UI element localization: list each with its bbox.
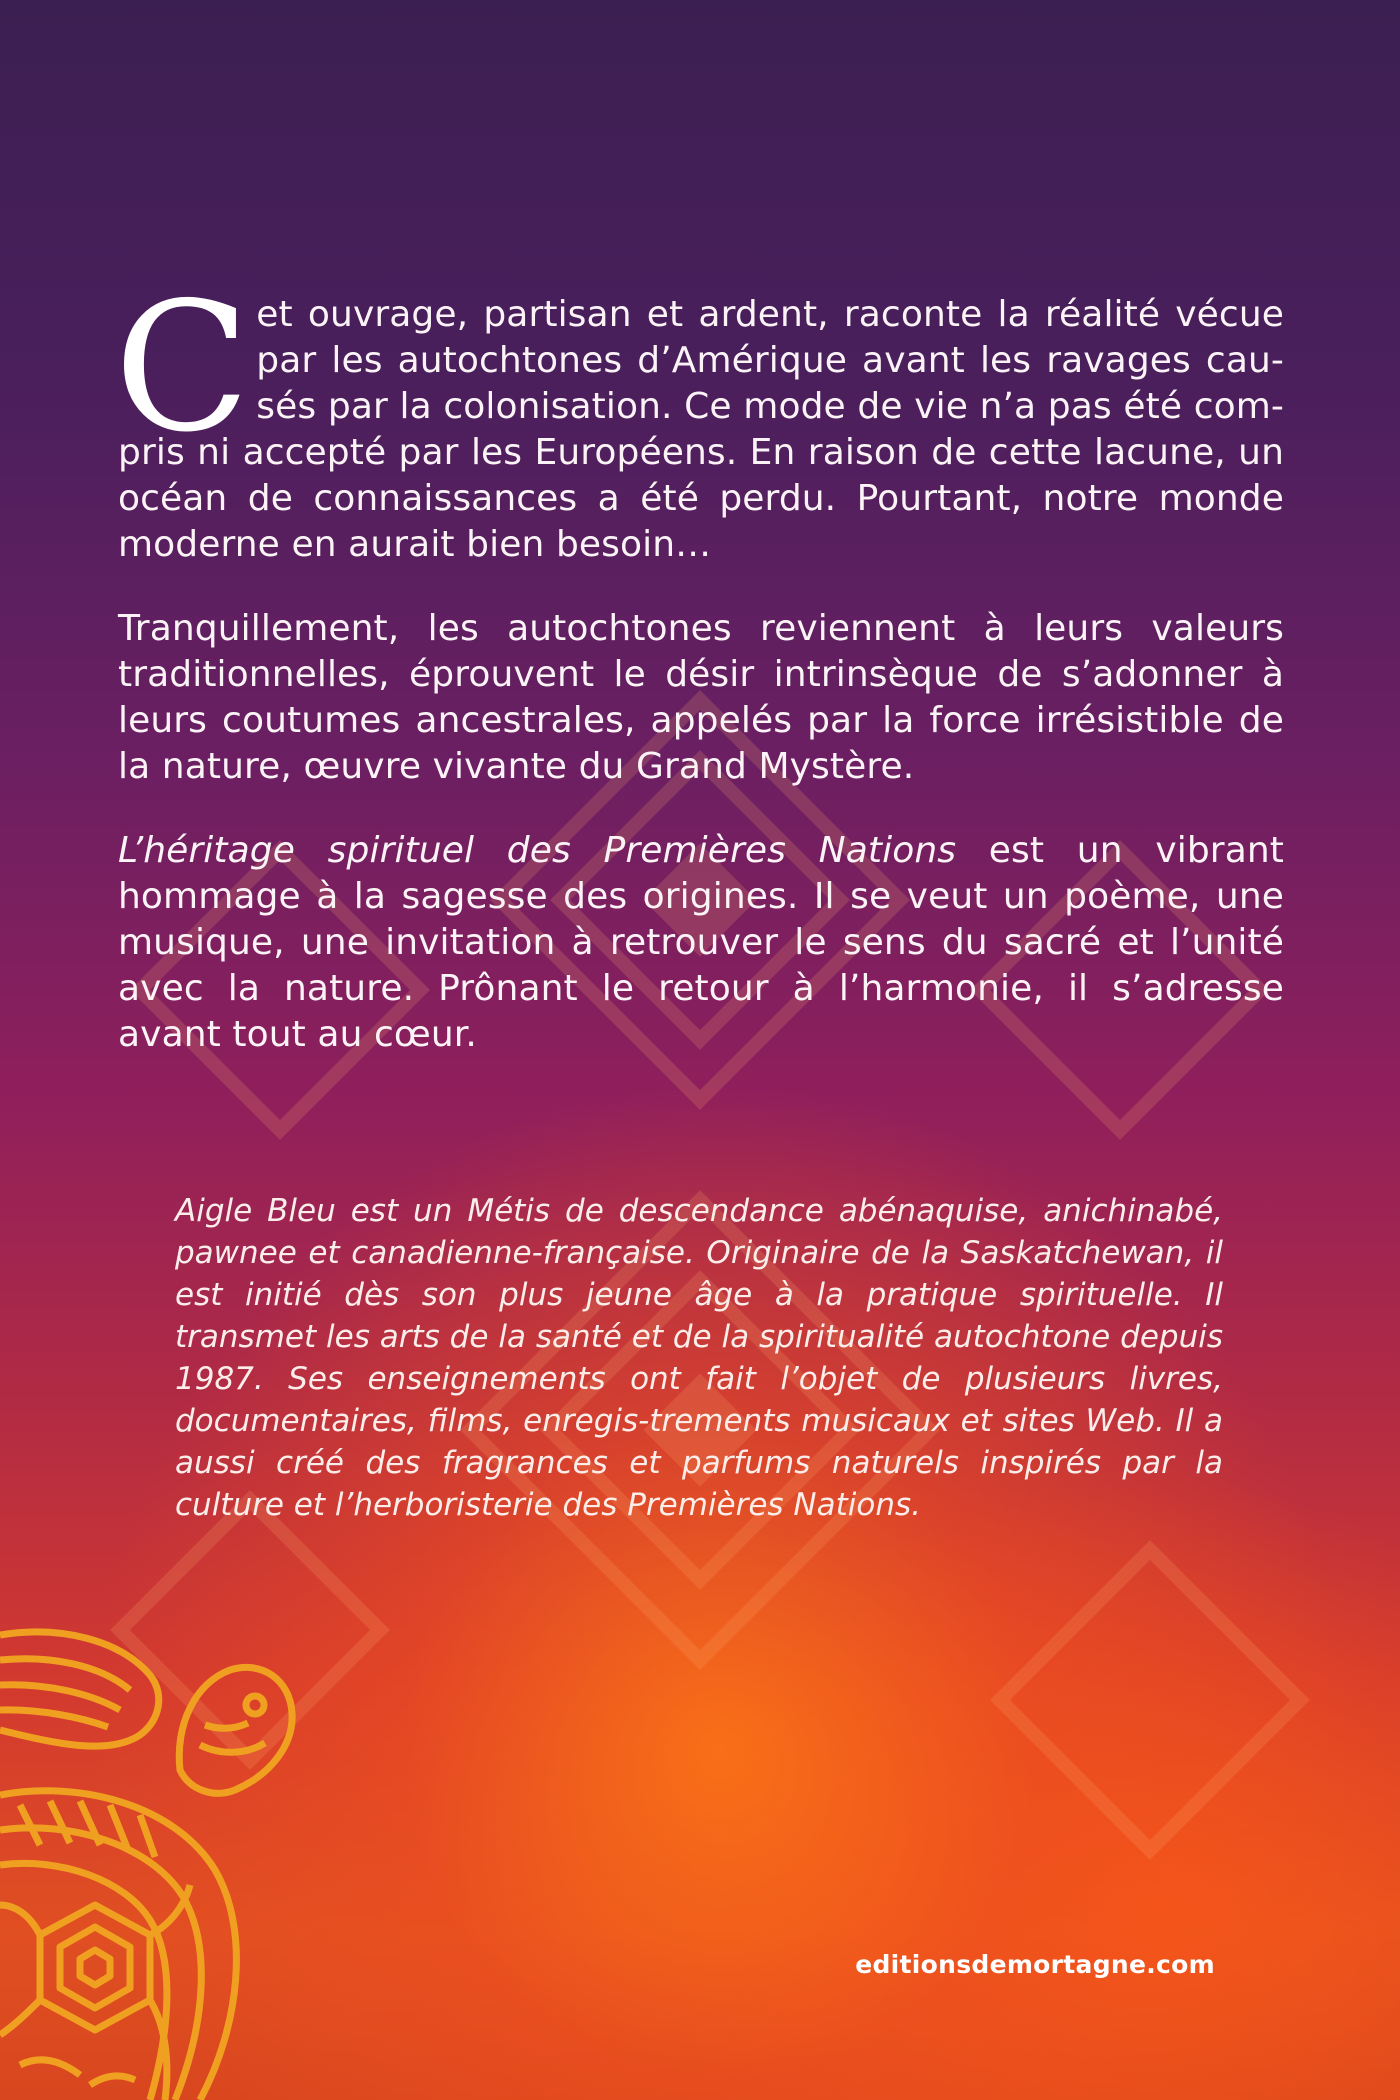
turtle-illustration [0, 1605, 360, 2100]
intro-text: et ouvrage, partisan et ardent, raconte la réalité vécue par les autochtones d’Amérique avant les ravages cau-sés par la colonisation. Ce mode de vie n’a pas été com-pris ni accepté par les Européens. En raison de cette lacune, un océan de connaissances a été perdu. Pourtant, notre monde moderne en aurait bien besoin… [118, 294, 1284, 565]
second-paragraph: Tranquillement, les autochtones reviennent à leurs valeurs traditionnelles, éprouvent le désir intrinsèque de s’adonner à leurs coutumes ancestrales, appelés par la force irrésistible de la nature, œuvre vivante du Grand Mystère. [118, 608, 1284, 787]
intro-paragraph [114, 264, 1284, 568]
third-paragraph-text: est un vibrant hommage à la sagesse des origines. Il se veut un poème, une musique, une invitation à retrouver le sens du sacré et l’unité avec la nature. Prônant le retour à l’harmonie, il s’adresse avant tout au cœur. [118, 830, 1284, 1055]
third-paragraph [118, 828, 1284, 1058]
description-block [114, 264, 1284, 1096]
author-bio: Aigle Bleu est un Métis de descendance abénaquise, anichinabé, pawnee et canadienne-française. Originaire de la Saskatchewan, il est initié dès son plus jeune âge à la pratique spirituelle. Il transmet les arts de la santé et de la spiritualité autochtone depuis 1987. Ses enseignements ont fait l’objet de plusieurs livres, documentaires, films, enregis-trements musicaux et sites Web. Il a aussi créé des fragrances et parfums naturels inspirés par la culture et l’herboristerie des Premières Nations. [175, 1193, 1223, 1523]
drop-cap: C [114, 264, 251, 471]
publisher-website[interactable]: editionsdemortagne.com [855, 1950, 1215, 1979]
book-title: L’héritage spirituel des Premières Nations [118, 830, 957, 871]
